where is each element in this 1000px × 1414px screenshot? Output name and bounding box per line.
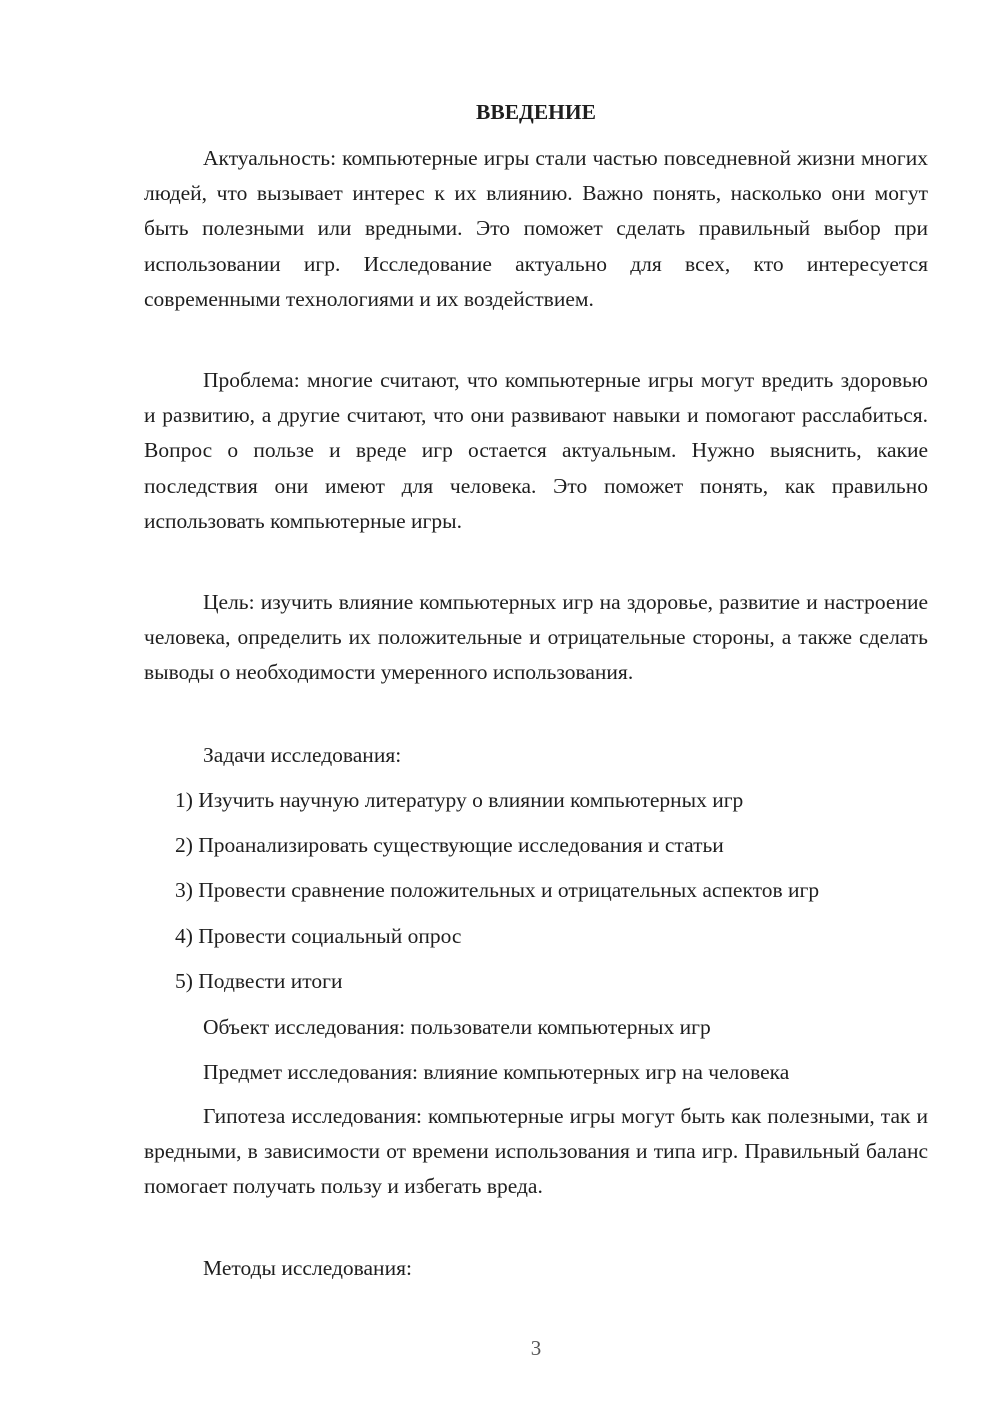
task-item-4: 4) Провести социальный опрос — [175, 924, 462, 948]
task-item-5: 5) Подвести итоги — [175, 969, 343, 993]
task-item-3: 3) Провести сравнение положительных и отрицательных аспектов игр — [175, 878, 820, 902]
problem-paragraph: Проблема: многие считают, что компьютерные игры могут вредить здоровью и развитию, а другие считают, что они развивают навыки и помогают расслабиться. Вопрос о пользе и вреде игр остается актуальным. Нужно выяснить, какие последствия они имеют для человека. Это поможет понять, как правильно использовать компьютерные игры. — [144, 368, 928, 533]
page-number: 3 — [530, 1336, 542, 1360]
hypothesis-paragraph: Гипотеза исследования: компьютерные игры могут быть как полезными, так и вредными, в зависимости от времени использования и типа игр. Правильный баланс помогает получать пользу и избегать вреда. — [144, 1104, 928, 1199]
goal-paragraph: Цель: изучить влияние компьютерных игр на здоровье, развитие и настроение человека, определить их положительные и отрицательные стороны, а также сделать выводы о необходимости умеренного использования. — [144, 590, 928, 685]
research-subject: Предмет исследования: влияние компьютерных игр на человека — [203, 1060, 790, 1084]
research-object: Объект исследования: пользователи компьютерных игр — [203, 1015, 711, 1039]
relevance-paragraph: Актуальность: компьютерные игры стали частью повседневной жизни многих людей, что вызывает интерес к их влиянию. Важно понять, насколько они могут быть полезными или вредными. Это поможет сделать правильный выбор при использовании игр. Исследование актуально для всех, кто интересуется современными технологиями и их воздействием. — [144, 146, 928, 311]
page-title: ВВЕДЕНИЕ — [476, 100, 596, 124]
task-item-2: 2) Проанализировать существующие исследования и статьи — [175, 833, 724, 857]
task-item-1: 1) Изучить научную литературу о влиянии компьютерных игр — [175, 788, 744, 812]
methods-heading: Методы исследования: — [203, 1256, 412, 1280]
tasks-heading: Задачи исследования: — [203, 743, 402, 767]
